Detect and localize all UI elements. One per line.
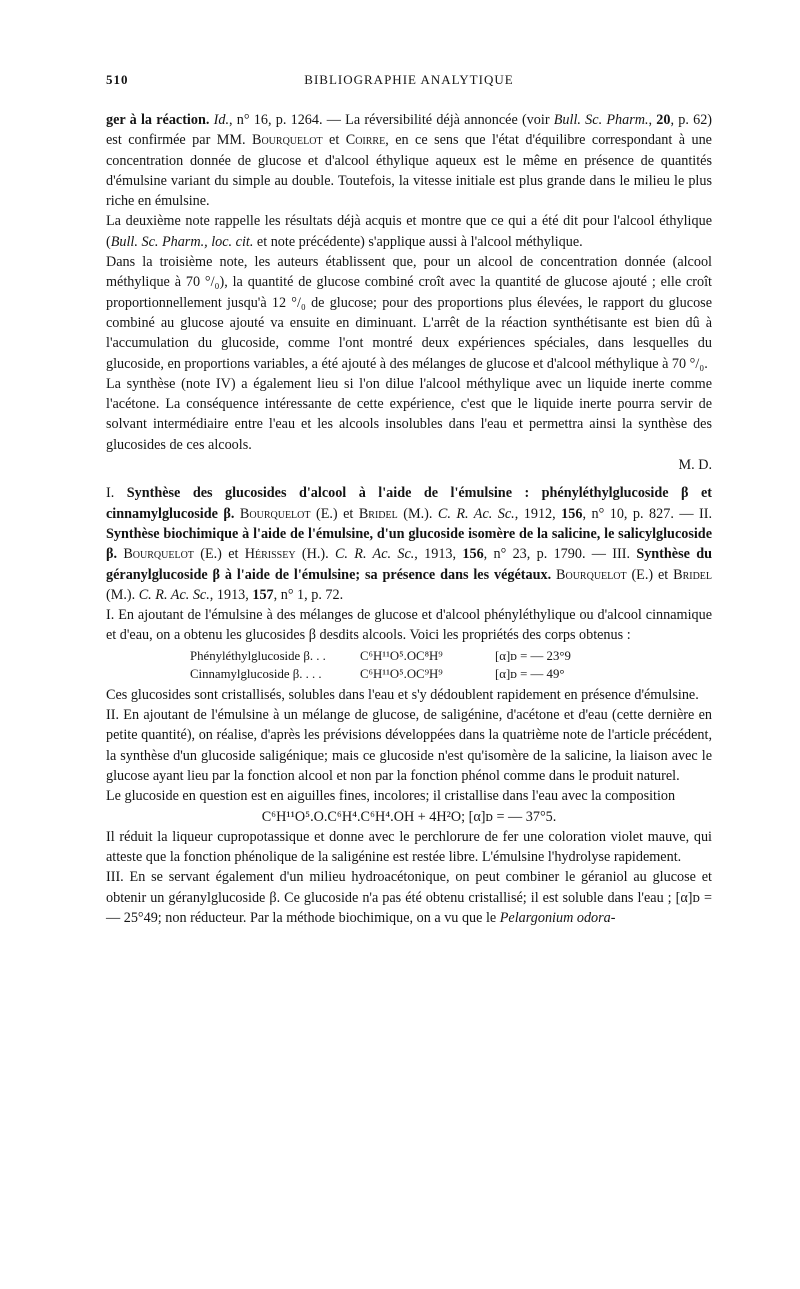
reference-citation: I. Synthèse des glucosides d'alcool à l'aide de l'émulsine : phényléthylglucoside β et cinnamylglucoside β. Bourquelot (E.) et Bridel (M.). C. R. Ac. Sc., 1912, 156, n° 10, p. 827. — II. Synthèse biochimique à l'aide de l'émulsine, d'un glucoside isomère de la salicine, le salicylglucoside β. Bourquelot (E.) et Hérissey (H.). C. R. Ac. Sc., 1913, 156, n° 23, p. 1790. — III. Synthèse du géranylglucoside β à l'aide de l'émulsine; sa présence dans les végétaux. Bourquelot (E.) et Bridel (M.). C. R. Ac. Sc., 1913, 157, n° 1, p. 72. bbox=[106, 485, 713, 603]
paragraph-crystallized: Ces glucosides sont cristallisés, solubles dans l'eau et s'y dédoublent rapidement en présence d'émulsine. bbox=[106, 686, 699, 703]
page-header bbox=[106, 72, 712, 94]
paragraph-part-one: I. En ajoutant de l'émulsine à des mélanges de glucose et d'alcool phényléthylique ou d'alcool cinnamique et d'eau, on a obtenu les glucosides β desdits alcools. Voici les propriétés des corps obtenus : bbox=[106, 607, 712, 644]
article-body bbox=[106, 110, 712, 928]
section-gap bbox=[106, 475, 712, 483]
paragraph-part-two: II. En ajoutant de l'émulsine à un mélange de glucose, de saligénine, d'acétone et d'eau (cette dernière en petite quantité), on réalise, d'après les prévisions développées dans la quatrième note de l'article précédent, la synthèse d'un glucoside saligénique; mais ce glucoside n'est qu'isomère de la salicine, la liaison avec le glucose ayant lieu par la fonction alcool et non par la fonction phénol comme dans le produit naturel. bbox=[106, 707, 712, 784]
paragraph-third-note: Dans la troisième note, les auteurs établissent que, pour un alcool de concentration donnée (alcool méthylique à 70 °/₀), la quantité de glucose combiné croît avec la quantité de glucose ajouté ; elle croît proportionnellement jusqu'à 12 °/₀ de glucose; pour des proportions plus élevées, le rapport du glucose combiné au glucose ajouté va ensuite en diminuant. L'arrêt de la réaction synthétisante est bien dû à l'accumulation du glucoside, comme l'ont montré deux expériences spéciales, dans lesquelles du glucoside, en proportions variables, a été ajouté à des mélanges de glucose et d'alcool méthylique à 70 °/₀. bbox=[106, 254, 712, 372]
paragraph-reversibility: ger à la réaction. Id., n° 16, p. 1264. — La réversibilité déjà annoncée (voir Bull. Sc. Pharm., 20, p. 62) est confirmée par MM. Bourquelot et Coirre, en ce sens que l'état d'équilibre correspondant à une concentration donnée de glucose et d'alcool éthylique aqueux est le même en présence de quantités d'émulsine variant du simple au double. Toutefois, la vitesse initiale est plus grande dans le milieu le plus riche en émulsine. bbox=[106, 112, 713, 210]
paragraph-fourth-note: La synthèse (note IV) a également lieu si l'on dilue l'alcool méthylique avec un liquide inerte comme l'acétone. La conséquence intéressante de cette expérience, c'est que le liquide inerte pourra servir de solvant intermédiaire entre l'eau et les alcools insolubles dans l'eau et permettra ainsi la synthèse des glucosides de ces alcools. bbox=[106, 375, 712, 453]
paragraph-second-note: La deuxième note rappelle les résultats déjà acquis et montre que ce qui a été dit pour l'alcool éthylique (Bull. Sc. Pharm., loc. cit. et note précédente) s'applique aussi à l'alcool méthylique. bbox=[106, 213, 712, 250]
page-number: 510 bbox=[106, 72, 129, 87]
formula-centered: C⁶H¹¹O⁵.O.C⁶H⁴.C⁶H⁴.OH + 4H²O; [α]ᴅ = — 37°5. bbox=[261, 808, 557, 825]
paragraph-needles: Le glucoside en question est en aiguilles fines, incolores; il cristallise dans l'eau avec la composition bbox=[106, 788, 676, 805]
running-title: BIBLIOGRAPHIE ANALYTIQUE bbox=[304, 72, 514, 87]
formula-table bbox=[106, 647, 712, 683]
formula-row: Cinnamylglucoside β. . . . C⁶H¹¹O⁵.OC⁹H⁹ [α]ᴅ = — 49° bbox=[190, 666, 565, 681]
paragraph-part-three: III. En se servant également d'un milieu hydroacétonique, on peut combiner le géraniol au glucose et obtenir un géranylglucoside β. Ce glucoside n'a pas été obtenu cristallisé; il est soluble dans l'eau ; [α]ᴅ = — 25°49; non réducteur. Par la méthode biochimique, on a vu que le Pelargonium odora- bbox=[106, 869, 712, 926]
formula-row: Phényléthylglucoside β. . . C⁶H¹¹O⁵.OC⁸H⁹ [α]ᴅ = — 23°9 bbox=[190, 648, 571, 663]
signature: M. D. bbox=[678, 457, 712, 474]
paragraph-reduction: Il réduit la liqueur cupropotassique et donne avec le perchlorure de fer une coloration violet mauve, qui atteste que la fonction phénolique de la saligénine est restée libre. L'émulsine l'hydrolyse rapidement. bbox=[106, 828, 712, 866]
